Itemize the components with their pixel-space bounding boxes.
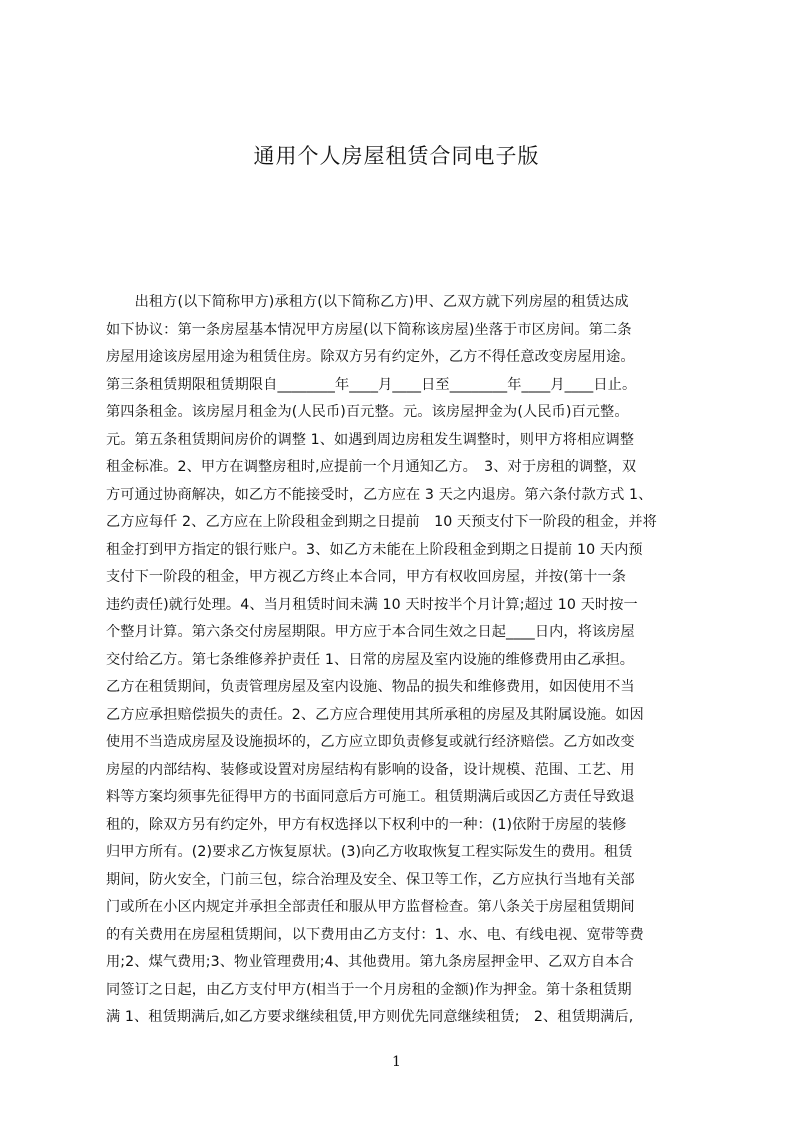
body-line: 使用不当造成房屋及设施损坏的，乙方应立即负责修复或就行经济赔偿。乙方如改变 xyxy=(106,734,635,750)
body-line: 房屋的内部结构、装修或设置对房屋结构有影响的设备，设计规模、范围、工艺、用 xyxy=(106,761,635,778)
body-line: 的有关费用在房屋租赁期间，以下费用由乙方支付：1、水、电、有线电视、宽带等费 xyxy=(106,926,644,943)
body-line: 乙方在租赁期间，负责管理房屋及室内设施、物品的损失和维修费用，如因使用不当 xyxy=(106,679,635,695)
body-line: 支付下一阶段的租金，甲方视乙方终止本合同，甲方有权收回房屋，并按(第十一条 xyxy=(106,569,626,585)
body-line: 租金标准。2、甲方在调整房租时,应提前一个月通知乙方。 3、对于房租的调整，双 xyxy=(106,459,637,475)
body-line: 同签订之日起，由乙方支付甲方(相当于一个月房租的金额)作为押金。第十条租赁期 xyxy=(106,981,632,998)
body-line: 方可通过协商解决，如乙方不能接受时，乙方应在 3 天之内退房。第六条付款方式 1、 xyxy=(106,486,653,503)
body-line: 满 1、租赁期满后,如乙方要求继续租赁,甲方则优先同意继续租赁; 2、租赁期满后, xyxy=(106,1009,634,1025)
body-line: 出租方(以下简称甲方)承租方(以下简称乙方)甲、乙双方就下列房屋的租赁达成 xyxy=(106,294,629,310)
body-line: 租的，除双方另有约定外，甲方有权选择以下权利中的一种：(1)依附于房屋的装修 xyxy=(106,816,627,833)
body-line: 交付给乙方。第七条维修养护责任 1、日常的房屋及室内设施的维修费用由乙承担。 xyxy=(106,651,635,668)
body-line: 违约责任)就行处理。4、当月租赁时间未满 10 天时按半个月计算;超过 10 天时按一 xyxy=(106,596,638,613)
body-line: 期间，防火安全，门前三包，综合治理及安全、保卫等工作，乙方应执行当地有关部 xyxy=(106,871,635,888)
body-line: 门或所在小区内规定并承担全部责任和服从甲方监督检查。第八条关于房屋租赁期间 xyxy=(106,899,635,915)
body-line: 料等方案均须事先征得甲方的书面同意后方可施工。租赁期满后或因乙方责任导致退 xyxy=(106,789,635,805)
body-line: 房屋用途该房屋用途为租赁住房。除双方另有约定外，乙方不得任意改变房屋用途。 xyxy=(106,349,635,365)
body-line: 用;2、煤气费用;3、物业管理费用;4、其他费用。第九条房屋押金甲、乙双方自本合 xyxy=(106,954,634,970)
body-line: 租金打到甲方指定的银行账户。3、如乙方未能在上阶段租金到期之日提前 10 天内预 xyxy=(106,541,643,558)
body-line: 第三条租赁期限租赁期限自________年____月____日至________年____月____日止。 xyxy=(106,376,637,393)
body-line: 乙方应承担赔偿损失的责任。2、乙方应合理使用其所承租的房屋及其附属设施。如因 xyxy=(106,706,644,723)
body-line: 元。第五条租赁期间房价的调整 1、如遇到周边房租发生调整时，则甲方将相应调整 xyxy=(106,431,635,448)
body-line: 个整月计算。第六条交付房屋期限。甲方应于本合同生效之日起____日内，将该房屋 xyxy=(106,624,635,640)
document-title: 通用个人房屋租赁合同电子版 xyxy=(253,144,540,168)
page-number: 1 xyxy=(392,1054,401,1070)
body-line: 归甲方所有。(2)要求乙方恢复原状。(3)向乙方收取恢复工程实际发生的费用。租赁 xyxy=(106,844,633,860)
contract-body xyxy=(106,289,696,1025)
body-line: 第四条租金。该房屋月租金为(人民币)百元整。元。该房屋押金为(人民币)百元整。 xyxy=(106,404,629,420)
body-line: 乙方应每仟 2、乙方应在上阶段租金到期之日提前 10 天预支付下一阶段的租金，并将 xyxy=(106,514,657,530)
body-line: 如下协议：第一条房屋基本情况甲方房屋(以下简称该房屋)坐落于市区房间。第二条 xyxy=(106,321,632,338)
